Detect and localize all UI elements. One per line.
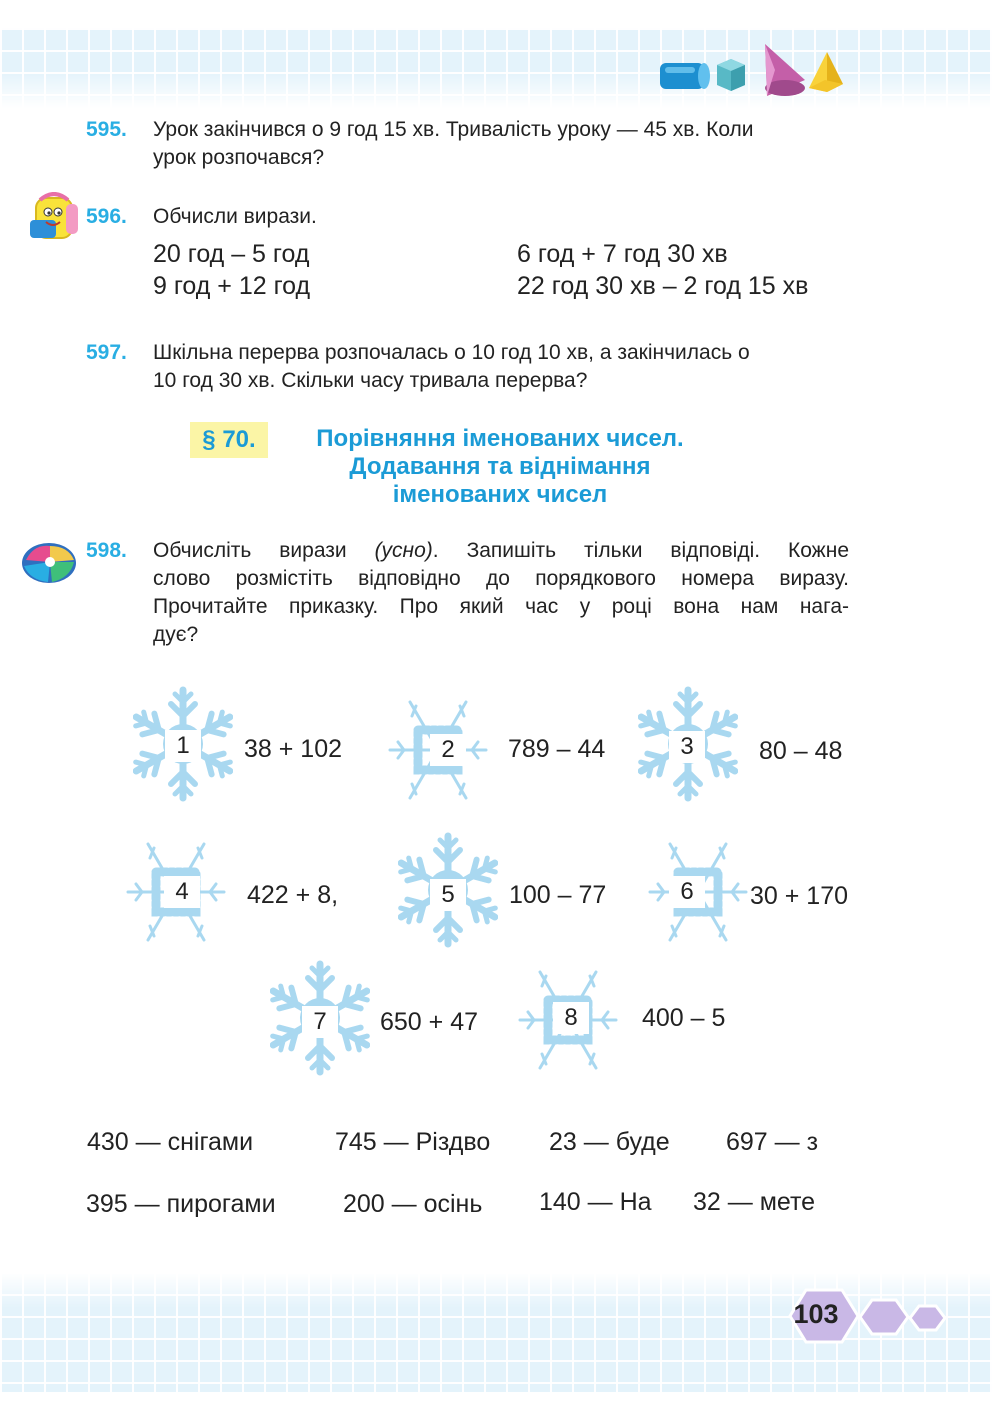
pyramid-icon (809, 52, 843, 92)
expression-596-c: 6 год + 7 год 30 хв (517, 240, 728, 268)
section-number: § 70. (190, 422, 268, 458)
expression-596-a: 20 год – 5 год (153, 240, 310, 268)
cube-icon (717, 59, 745, 91)
problem-595-line2: урок розпочався? (153, 146, 325, 169)
backpack-icon (26, 192, 82, 244)
problem-number-596: 596. (86, 205, 127, 228)
section-title (270, 425, 730, 509)
answer-word-1: 430 — снігами (87, 1128, 254, 1156)
problem-598-line4: дує? (153, 623, 199, 646)
page-number: 103 (793, 1299, 839, 1329)
snowflake-expression-8: 400 – 5 (642, 1004, 726, 1032)
snowflake-number-7: 7 (302, 1006, 338, 1038)
problem-number-598: 598. (86, 539, 127, 562)
problem-597-line1: Шкільна перерва розпочалась о 10 год 10 хв, а закінчилась о (153, 341, 750, 364)
problem-598-line1-a: Обчисліть вирази (153, 539, 375, 562)
problem-598-line1-b: . Запишіть тільки відповіді. Кожне (432, 539, 849, 562)
problem-597-line2: 10 год 30 хв. Скільки часу тривала перерва? (153, 369, 588, 392)
snowflake-expression-3: 80 – 48 (759, 737, 843, 765)
answer-word-4: 697 — з (726, 1128, 819, 1156)
answer-word-2: 745 — Різдво (335, 1128, 491, 1156)
problem-596-text: Обчисли вирази. (153, 205, 317, 228)
section-title-line2: Додавання та віднімання (349, 453, 651, 480)
problem-number-597: 597. (86, 341, 127, 364)
problem-595-line1: Урок закінчився о 9 год 15 хв. Тривалість уроку — 45 хв. Коли (153, 118, 754, 141)
answer-word-7: 140 — На (539, 1188, 652, 1216)
section-title-line3: іменованих чисел (392, 481, 608, 508)
problem-598-line2: слово розмістіть відповідно до порядкового номера виразу. (153, 567, 849, 590)
snowflake-number-3: 3 (669, 731, 705, 763)
snowflake-number-4: 4 (164, 876, 200, 908)
problem-number-595: 595. (86, 118, 127, 141)
problem-598-line3: Прочитайте приказку. Про який час у році вона нам нага- (153, 595, 849, 618)
snowflake-expression-2: 789 – 44 (508, 735, 606, 763)
cylinder-icon (660, 63, 710, 89)
snowflake-number-2: 2 (430, 734, 466, 766)
expression-596-b: 9 год + 12 год (153, 272, 311, 300)
puzzle-icon (20, 540, 78, 586)
snowflake-number-1: 1 (165, 730, 201, 762)
snowflake-number-8: 8 (553, 1002, 589, 1034)
problem-598-line1-italic: (усно) (374, 539, 433, 562)
answer-word-3: 23 — буде (549, 1128, 670, 1156)
answer-word-8: 32 — мете (693, 1188, 816, 1216)
snowflake-expression-5: 100 – 77 (509, 881, 607, 909)
problem-598-line1 (153, 537, 849, 565)
cone-icon (765, 44, 805, 96)
expression-596-d: 22 год 30 хв – 2 год 15 хв (517, 272, 809, 300)
snowflake-number-5: 5 (430, 879, 466, 911)
geometric-shapes (655, 40, 845, 100)
section-title-line1: Порівняння іменованих чисел. (316, 425, 684, 452)
snowflake-expression-6: 30 + 170 (750, 882, 849, 910)
answer-word-5: 395 — пирогами (86, 1190, 276, 1218)
snowflake-expression-7: 650 + 47 (380, 1008, 479, 1036)
snowflake-expression-4: 422 + 8, (247, 881, 339, 909)
answer-word-6: 200 — осінь (343, 1190, 483, 1218)
snowflake-expression-1: 38 + 102 (244, 735, 343, 763)
snowflake-number-6: 6 (669, 876, 705, 908)
